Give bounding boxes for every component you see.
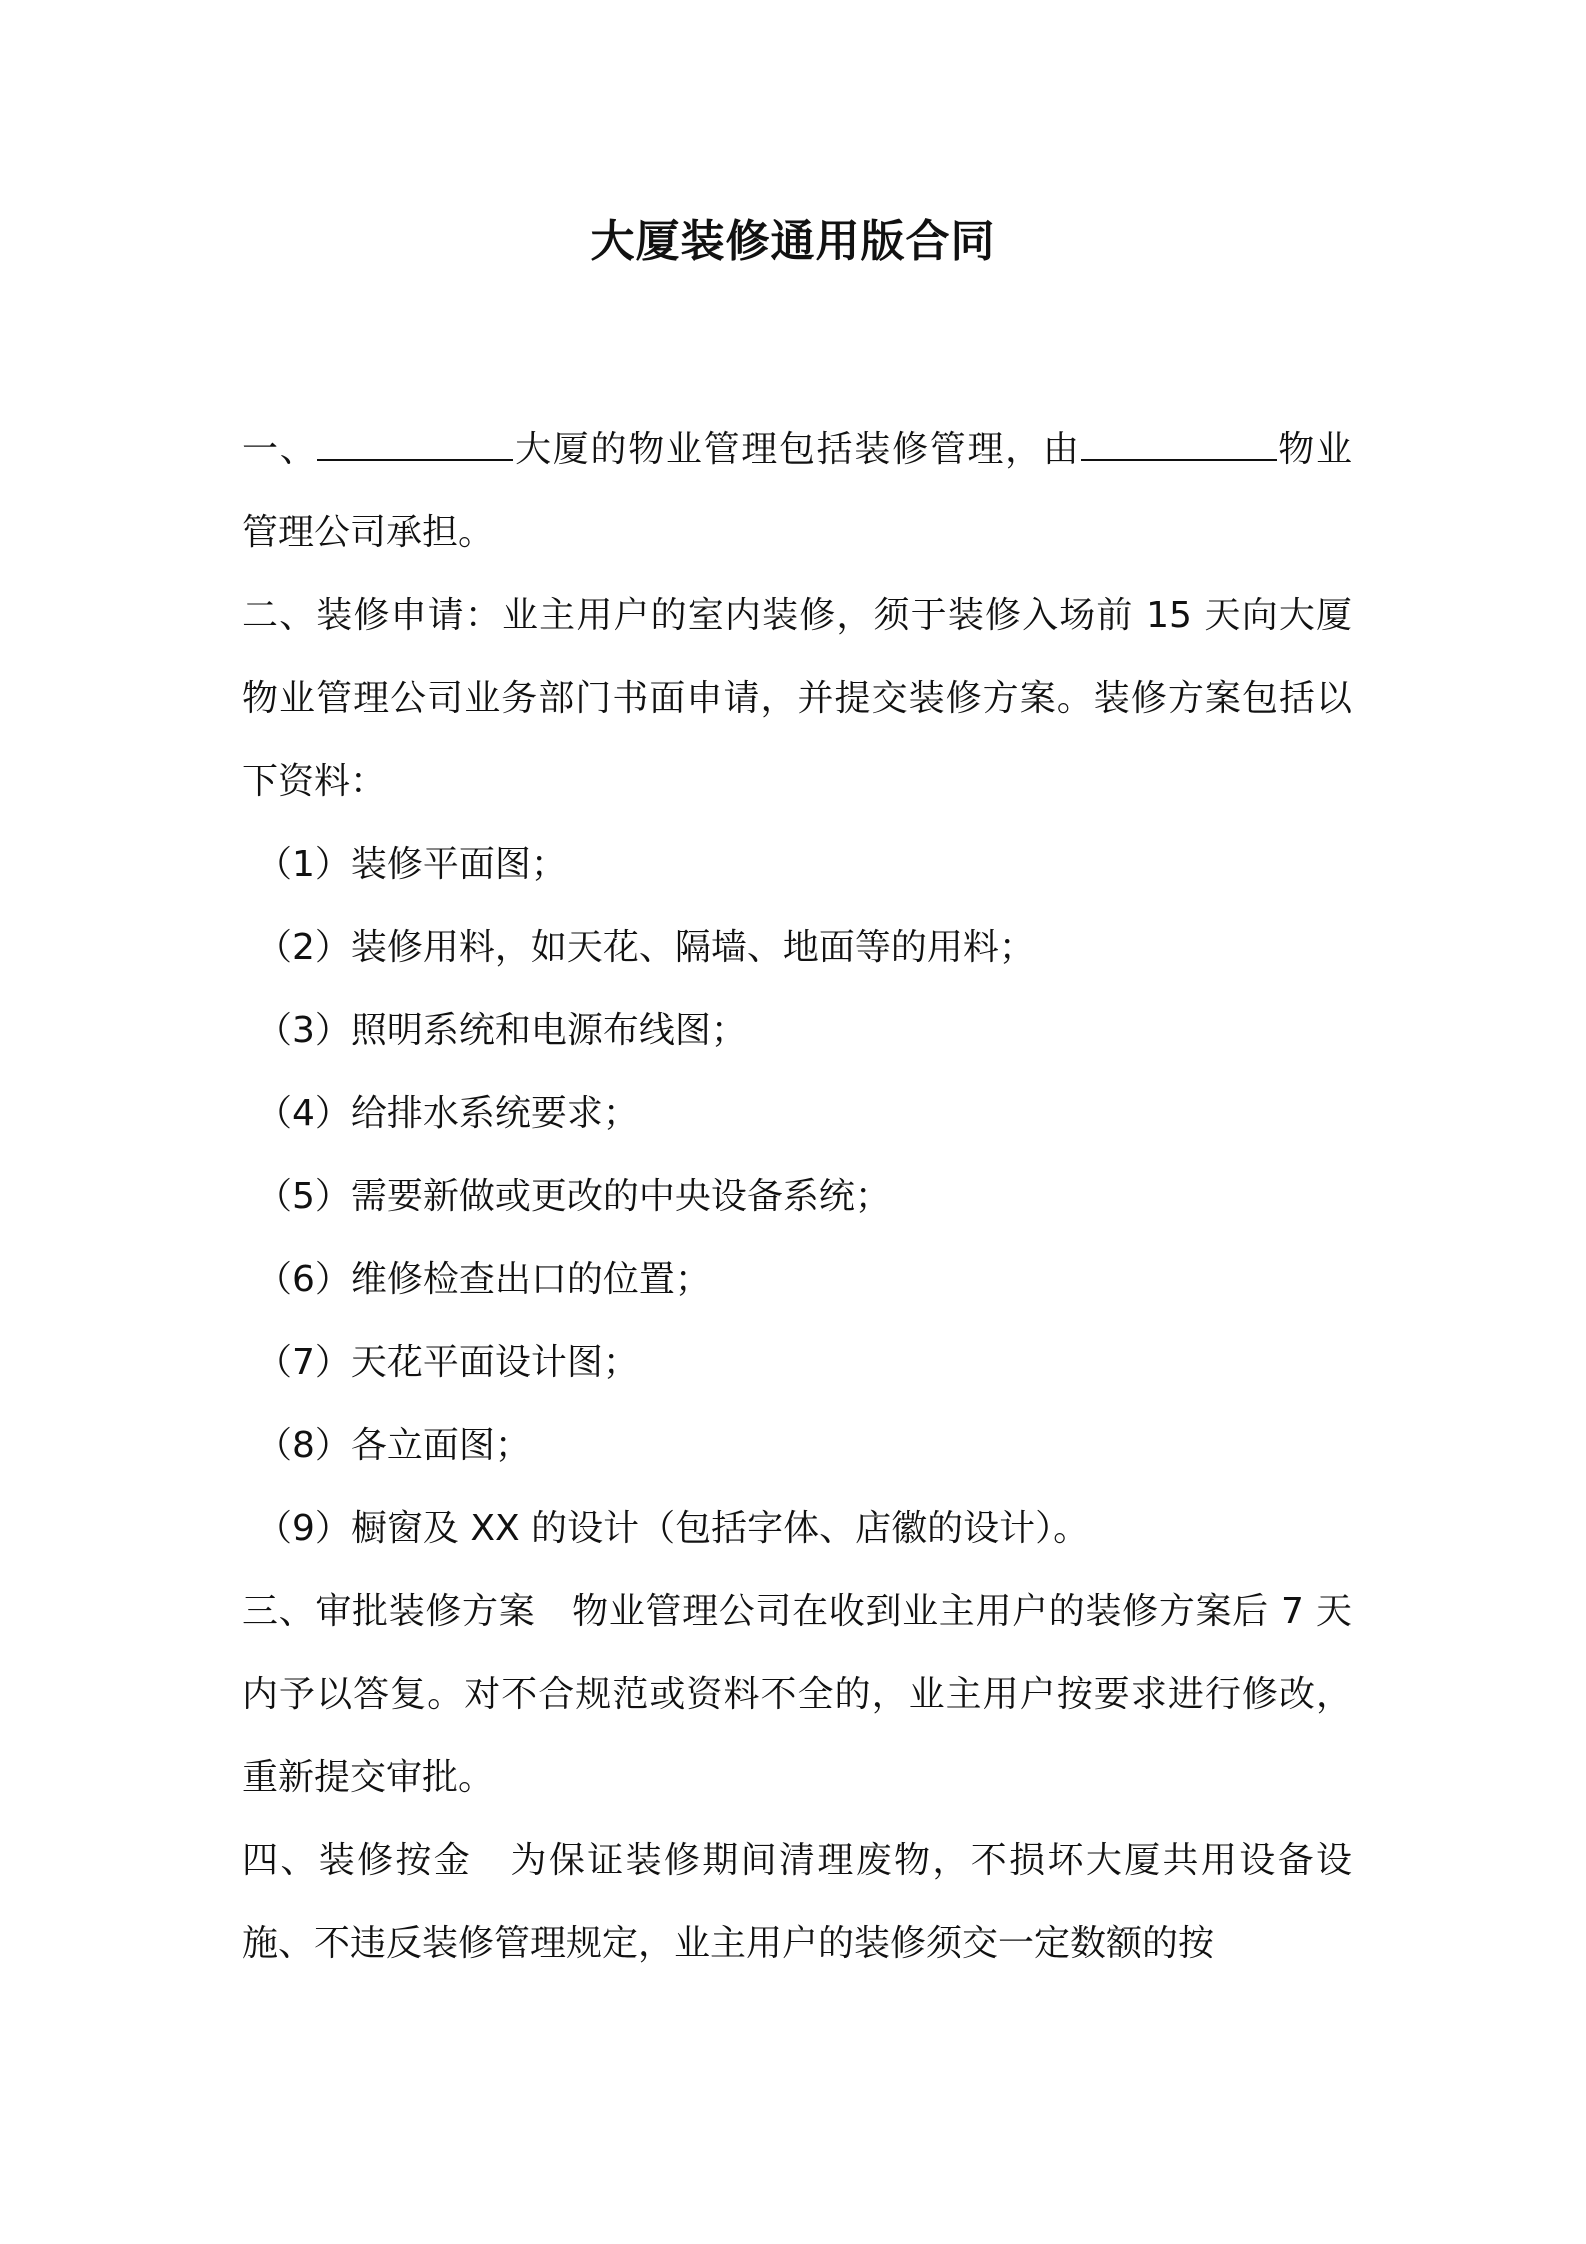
section-1 — [242, 408, 1352, 574]
section-3 — [242, 1570, 1352, 1819]
section-1-suffix: 物业管理公司承担。 — [242, 429, 1352, 553]
list-item: （6）维修检查出口的位置； — [256, 1259, 711, 1300]
document-title: 大厦装修通用版合同 — [590, 216, 996, 267]
list-item: （9）橱窗及 XX 的设计（包括字体、店徽的设计）。 — [256, 1508, 1090, 1549]
section-2: 二、装修申请：业主用户的室内装修，须于装修入场前 15 天向大厦物业管理公司业务部门书面申请，并提交装修方案。装修方案包括以下资料： — [242, 595, 1352, 802]
list-item: （8）各立面图； — [256, 1425, 531, 1466]
list-item: （5）需要新做或更改的中央设备系统； — [256, 1176, 891, 1217]
document-body — [242, 408, 1352, 1985]
section-1-mid: 大厦的物业管理包括装修管理，由 — [513, 429, 1081, 470]
company-name-blank[interactable] — [1081, 429, 1277, 461]
building-name-blank[interactable] — [317, 429, 513, 461]
section-3-text: 物业管理公司在收到业主用户的装修方案后 7 天内予以答复。对不合规范或资料不全的，业主用户按要求进行修改，重新提交审批。 — [242, 1591, 1352, 1798]
section-4-text: 为保证装修期间清理废物，不损坏大厦共用设备设施、不违反装修管理规定，业主用户的装修须交一定数额的按 — [242, 1840, 1352, 1964]
list-item: （2）装修用料，如天花、隔墙、地面等的用料； — [256, 927, 1035, 968]
list-item: （4）给排水系统要求； — [256, 1093, 639, 1134]
list-item: （7）天花平面设计图； — [256, 1342, 639, 1383]
list-item: （3）照明系统和电源布线图； — [256, 1010, 747, 1051]
list-item: （1）装修平面图； — [256, 844, 567, 885]
section-3-heading: 三、审批装修方案 — [242, 1591, 536, 1632]
section-4-heading: 四、装修按金 — [242, 1840, 473, 1881]
section-4 — [242, 1819, 1352, 1985]
section-1-prefix: 一、 — [242, 429, 318, 470]
